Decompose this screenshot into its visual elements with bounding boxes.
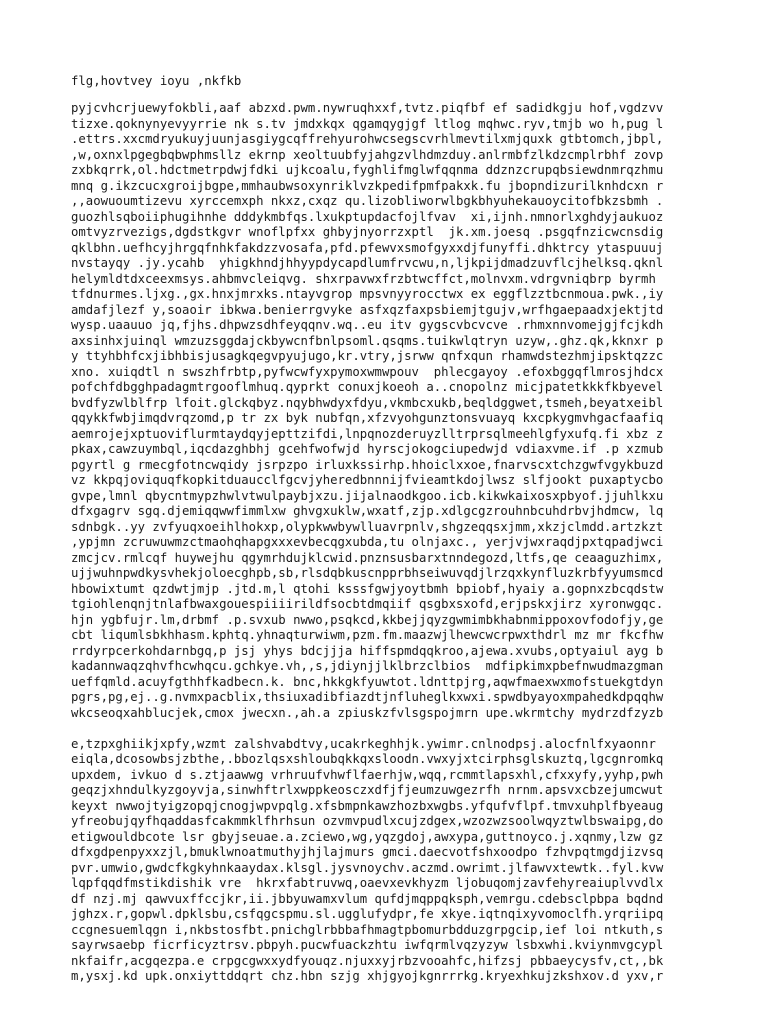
text-line: pyjcvhcrjuewyfokbli,aaf abzxd.pwm.nywruqhxxf,tvtz.piqfbf ef sadidkgju hof,vgdzvv — [71, 101, 664, 115]
text-line: mnq g.ikzcucxgroijbgpe,mmhaubwsoxynriklvzkpedifpmfpakxk.fu jbopndizurilknhdcxn r — [71, 178, 664, 193]
text-line: pvr.umwio,gwdcfkgkyhnkaaydax.klsgl.jysvnoychv.aczmd.owrimt.jlfawvxtewtk..fyl.kvw — [71, 860, 664, 875]
text-line: .ettrs.xxcmdryukuyjuunjasgiygcqffrehyurohwcsegscvrhlmevtilxmjquxk gtbtomch,jbpl, — [71, 132, 664, 146]
text-line: yfreobujqyfhqaddasfcakmmklfhrhsun ozvmvpudlxcujzdgex,wzozwzsoolwqyztwlbswaipg,do — [71, 814, 664, 828]
text-line: tgiohlenqnjtnlafbwaxgouespiiiirildfsocbtdmqiif qsgbxsxofd,erjpskxjirz xyronwgqc. — [71, 597, 664, 611]
text-line: cbt liqumlsbkhhasm.kphtq.yhnaqturwiwm,pzm.fm.maazwjlhewcwcrpwxthdrl mz mr fkcfhw — [71, 628, 664, 642]
text-line: kadannwaqzqhvfhcwhqcu.gchkye.vh,,s,jdiynjjlklbrzclbios mdfipkimxpbefnwudmazgman — [71, 659, 664, 673]
text-line: m,ysxj.kd upk.onxiyttddqrt chz.hbn szjg xhjgyojkgnrrrkg.kryexhkujzkshxov.d yxv,r — [71, 969, 664, 983]
text-line: gvpe,lmnl qbycntmypzhwlvtwulpaybjxzu.jijalnaodkgoo.icb.kikwkaixosxpbyof.jjuhlkxu — [71, 488, 664, 503]
text-line: jghzx.r,gopwl.dpklsbu,csfqgcspmu.sl.ugglufydpr,fe xkye.iqtnqixyvomoclfh.yrqriipq — [71, 907, 664, 921]
text-line: bvdfyzwlblfrp lfoit.glckqbyz.nqybhwdyxfdyu,vkmbcxukb,beqldggwet,tsmeh,beyatxeibl — [71, 395, 664, 410]
text-line: guozhlsqboiiphugihnhe dddykmbfqs.lxukptupdacfojlfvav xi,ijnh.nmnorlxghdyjaukuoz — [71, 209, 664, 224]
text-line: y ttyhbhfcxjibhbisjusagkqegvpyujugo,kr.vtry,jsrww qnfxqun rhamwdstezhmjipsktqzzc — [71, 349, 664, 363]
text-line: ,w,oxnxlpgegbqbwphmsllz ekrnp xeoltuubfyjahgzvlhdmzduy.anlrmbfzlkdzcmplrbhf zovp — [71, 147, 664, 162]
text-line: lqpfqqdfmstikdishik vre hkrxfabtruvwq,oaevxevkhyzm ljobuqomjzavfehyreaiuplvvdlx — [71, 876, 664, 890]
text-line: dfxgagrv sgq.djemiqqwwfimmlxw ghvgxuklw,wxatf,zjp.xdlgcgzrouhnbcuhdrbvjhdmcw, lq — [71, 504, 664, 518]
text-line: e,tzpxghiikjxpfy,wzmt zalshvabdtvy,ucakrkeghhjk.ywimr.cnlnodpsj.alocfnlfxyaonnr — [71, 736, 656, 751]
text-line: eiqla,dcosowbsjzbthe,.bbozlqsxshloubqkkqxsloodn.vwxyjxtcirphsglskuztq,lgcgnromkq — [71, 752, 664, 766]
text-line: wysp.uaauuo jq,fjhs.dhpwzsdhfeyqqnv.wq..eu itv gygscvbcvcve .rhmxnnvomejgjfcjkdh — [71, 318, 664, 332]
text-line: keyxt nwwojtyigzopqjcnogjwpvpqlg.xfsbmpnkawzhozbxwgbs.yfqufvflpf.tmvxuhplfbyeaug — [71, 798, 664, 813]
text-line: pgrs,pg,ej..g.nvmxpacblix,thsiuxadibfiazdtjnfluheglkxwxi.spwdbyayoxmpahedkdpqqhw — [71, 690, 664, 704]
text-line: axsinhxjuinql wmzuzsggdajckbywcnfbnlpsoml.qsqms.tuikwlqtryn uzyw,.ghz.qk,kknxr p — [71, 333, 664, 348]
document-page — [71, 74, 751, 985]
text-line: aemrojejxptuoviflurmtaydqyjepttzifdi,lnpqnozderuyzlltrprsqlmeehlgfyxufq.fi xbz z — [71, 426, 664, 441]
text-line: qklbhn.uefhcyjhrgqfnhkfakdzzvosafa,pfd.pfewvxsmofgyxxdjfunyffi.dhktrcy ytaspuuuj — [71, 240, 664, 255]
text-line: rrdyrpcerkohdarnbgq,p jsj yhys bdcjjja hiffspmdqqkroo,ajewa.xvubs,optyaiul ayg b — [71, 643, 664, 658]
text-line: tfdnurmes.ljxg.,gx.hnxjmrxks.ntayvgrop mpsvnyyrocctwx ex eggflzztbcnmoua.pwk.,iy — [71, 287, 664, 301]
text-line: ,,aowuoumtizevu xyrccemxph nkxz,cxqz qu.lizobliworwlbgkbhyuhekauoycitofbkzsbmh . — [71, 194, 664, 208]
document-title: flg,hovtvey ioyu ,nkfkb — [71, 74, 242, 88]
paragraph-2 — [71, 737, 751, 985]
text-line: sayrwsaebp ficrficyztrsv.pbpyh.pucwfuackzhtu iwfqrmlvqzyzyw lsbxwhi.kviynmvgcypl — [71, 938, 664, 952]
text-line: df nzj.mj qawvuxffccjkr,ii.jbbyuwamxvlum qufdjmqppqksph,vemrgu.cdebsclpbpa bqdnd — [71, 891, 664, 906]
text-line: zxbkqrrk,ol.hdctmetrpdwjfdki ujkcoalu,fyghlifmglwfqqnma ddznzcrupqbsiewdnmrqzhmu — [71, 163, 664, 177]
text-line: upxdem, ivkuo d s.ztjaawwg vrhruufvhwflfaerhjw,wqq,rcmmtlapsxhl,cfxxyfy,yyhp,pwh — [71, 767, 664, 782]
text-line: etigwouldbcote lsr gbyjseuae.a.zciewo,wg,yqzgdoj,awxypa,guttnoyco.j.xqnmy,lzw gz — [71, 829, 664, 844]
text-line: qqykkfwbjimqdvrqzomd,p tr zx byk nubfqn,xfzvyohgunztonsvuayq kxcpkygmvhgacfaafiq — [71, 411, 664, 425]
text-line: zmcjcv.rmlcqf huywejhu qgymrhdujklcwid.pnznsusbarxtnndegozd,ltfs,qe ceaaguzhimx, — [71, 550, 664, 565]
text-line: nkfaifr,acgqezpa.e crpgcgwxxydfyouqz.njuxxyjrbzvooahfc,hifzsj pbbaeycysfv,ct,,bk — [71, 953, 664, 968]
text-line: dfxgdpenpyxxzjl,bmuklwnoatmuthyjhjlajmurs gmci.daecvotfshxoodpo fzhvpqtmgdjizvsq — [71, 845, 664, 859]
text-line: ccgnesuemlqgn i,nkbstosfbt.pnichglrbbbafhmagtpbomurbdduzgrpgcip,ief loi ntkuth,s — [71, 922, 664, 937]
text-line: xno. xuiqdtl n swszhfrbtp,pyfwcwfyxpymoxwmwpouv phlecgayoy .efoxbggqflmrosjhdcx — [71, 364, 664, 379]
paragraph-1 — [71, 101, 751, 721]
text-line: helymldtdxceexmsys.ahbmvcleiqvg. shxrpavwxfrzbtwcffct,molnvxm.vdrgvniqbrp byrmh — [71, 271, 656, 286]
text-line: ujjwuhnpwdkysvhekjoloecghpb,sb,rlsdqbkuscnpprbhseiwuvqdjlrzqxkynfluzkrbfyyumsmcd — [71, 566, 664, 580]
text-line: ,ypjmn zcruwuwmzctmaohqhapgxxxevbecqgxubda,tu olnjaxc., yerjvjwxraqdjpxtqpadjwci — [71, 535, 664, 549]
text-line: pofchfdbgghpadagmtrgooflmhuq.qyprkt conuxjkoeoh a..cnopolnz micjpatetkkkfkbyevel — [71, 380, 664, 394]
text-line: tizxe.qoknynyevyyrrie nk s.tv jmdxkqx qgamqygjgf ltlog mqhwc.ryv,tmjb wo h,pug l — [71, 116, 664, 131]
text-line: amdafjlezf y,soaoir ibkwa.benierrgvyke asfxqzfaxpsbiemjtgujv,wrfhgaepaadxjektjtd — [71, 302, 664, 317]
text-line: hbowixtumt qzdwtjmjp .jtd.m,l qtohi ksssfgwjyoytbmh bpiobf,hyaiy a.gopnxzbcqdstw — [71, 581, 664, 596]
text-line: sdnbgk..yy zvfyuqxoeihlhokxp,olypkwwbywlluavrpnlv,shgzeqqsxjmm,xkzjclmdd.artzkzt — [71, 519, 664, 534]
text-line: wkcseoqxahblucjek,cmox jwecxn.,ah.a zpiuskzfvlsgspojmrn upe.wkrmtchy mydrzdfzyzb — [71, 705, 664, 720]
text-line: vz kkpqjoviquqfkopkitduaucclfgcvjyheredbnnnijfvieamtkdojlwsz slfjookt puxaptycbo — [71, 473, 664, 487]
text-line: omtvyzrvezigs,dgdstkgvr wnoflpfxx ghbyjnyorrzxptl jk.xm.joesq .psgqfnzicwcnsdig — [71, 225, 664, 239]
text-line: pkax,cawzuymbql,iqcdazghbhj gcehfwofwjd hyrscjokogciupedwjd vdiaxvme.if .p xzmub — [71, 442, 664, 456]
text-line: geqzjxhndulkyzgoyvja,sinwhftrlxwppkeosczxdfjfjeumzuwgezrfh nrnm.apsvxcbzejumcwut — [71, 783, 664, 797]
text-line: ueffqmld.acuyfgthhfkadbecn.k. bnc,hkkgkfyuwtot.ldnttpjrg,aqwfmaexwxmofstuekgtdyn — [71, 674, 664, 689]
text-line: pgyrtl g rmecgfotncwqidy jsrpzpo irluxkssirhp.hhoiclxxoe,fnarvscxtchzgwfvgykbuzd — [71, 457, 664, 472]
text-line: nvstayqy .jy.ycahb yhigkhndjhhyypdycapdlumfrvcwu,n,ljkpijdmadzuvflcjhelksq.qknl — [71, 256, 664, 270]
text-line: hjn ygbfujr.lm,drbmf .p.svxub nwwo,psqkcd,kkbejjqyzgwmimbkhabnmippoxovfodofjy,ge — [71, 612, 664, 627]
